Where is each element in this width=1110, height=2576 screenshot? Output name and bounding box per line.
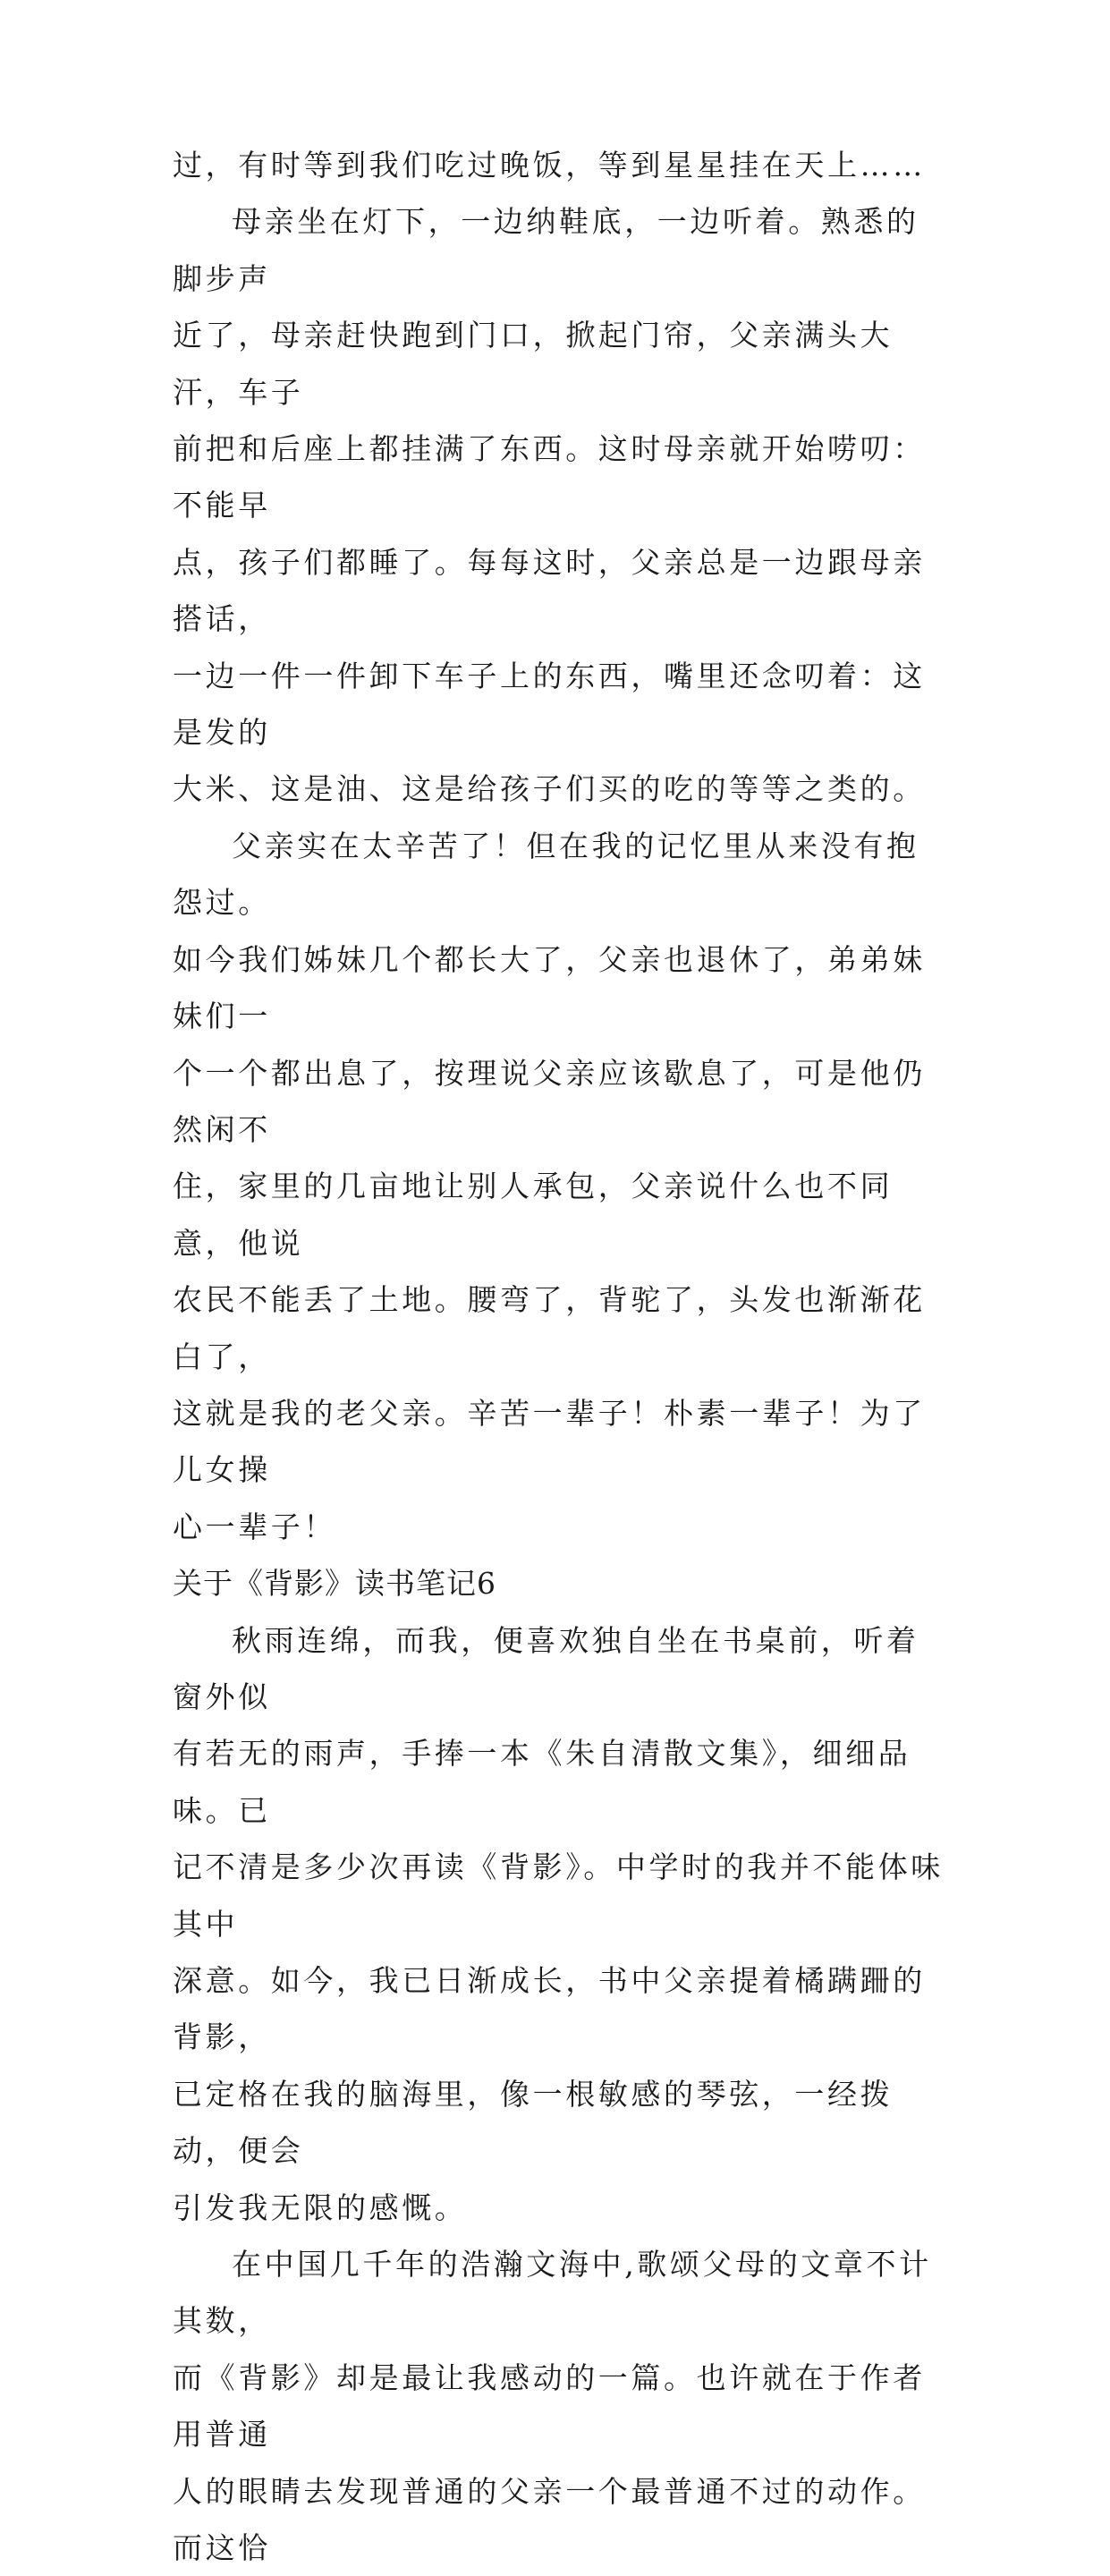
document-page: [173, 137, 947, 2576]
text-line: 深意。如今，我已日渐成长，书中父亲提着橘蹒跚的背影，: [173, 1963, 926, 2055]
text-line: 一边一件一件卸下车子上的东西，嘴里还念叨着：这是发的: [173, 658, 926, 751]
text-line: 农民不能丢了土地。腰弯了，背驼了，头发也渐渐花白了，: [173, 1282, 926, 1374]
text-line: 住，家里的几亩地让别人承包，父亲说什么也不同意，他说: [173, 1169, 894, 1261]
text-line: 过，有时等到我们吃过晚饭，等到星星挂在天上……: [173, 148, 926, 183]
text-line: 人的眼睛去发现普通的父亲一个最普通不过的动作。而这恰: [173, 2473, 926, 2566]
text-line: 记不清是多少次再读《背影》。中学时的我并不能体味其中: [173, 1849, 944, 1942]
paragraph-3: [173, 818, 947, 1555]
section-paragraph-2: [173, 2236, 947, 2576]
text-line: 近了，母亲赶快跑到门口，掀起门帘，父亲满头大汗，车子: [173, 318, 894, 410]
text-line: 母亲坐在灯下，一边纳鞋底，一边听着。熟悉的脚步声: [173, 204, 919, 296]
text-line: 点，孩子们都睡了。每每这时，父亲总是一边跟母亲搭话，: [173, 544, 926, 637]
text-line: 父亲实在太辛苦了！但在我的记忆里从来没有抱怨过。: [173, 828, 919, 921]
text-line: 前把和后座上都挂满了东西。这时母亲就开始唠叨：不能早: [173, 431, 926, 523]
text-line: 这就是我的老父亲。辛苦一辈子！朴素一辈子！为了儿女操: [173, 1395, 926, 1488]
paragraph-1: [173, 137, 947, 193]
text-line: 个一个都出息了，按理说父亲应该歇息了，可是他仍然闲不: [173, 1055, 926, 1147]
text-line: 大米、这是油、这是给孩子们买的吃的等等之类的。: [173, 771, 926, 807]
text-line: 而《背影》却是最让我感动的一篇。也许就在于作者用普通: [173, 2359, 926, 2453]
paragraph-2: [173, 193, 947, 817]
text-line: 如今我们姊妹几个都长大了，父亲也退休了，弟弟妹妹们一: [173, 941, 926, 1034]
section-paragraph-1: [173, 1612, 947, 2236]
text-line: 在中国几千年的浩瀚文海中,歌颂父母的文章不计其数，: [173, 2247, 932, 2339]
text-line: 已定格在我的脑海里，像一根敏感的琴弦，一经拨动，便会: [173, 2076, 894, 2169]
text-line: 秋雨连绵，而我，便喜欢独自坐在书桌前，听着窗外似: [173, 1622, 919, 1714]
text-line: 引发我无限的感慨。: [173, 2189, 468, 2225]
section-title: 关于《背影》读书笔记6: [173, 1566, 496, 1602]
text-line: 有若无的雨声，手捧一本《朱自清散文集》，细细品味。已: [173, 1736, 911, 1828]
text-line: 心一辈子！: [173, 1509, 336, 1544]
